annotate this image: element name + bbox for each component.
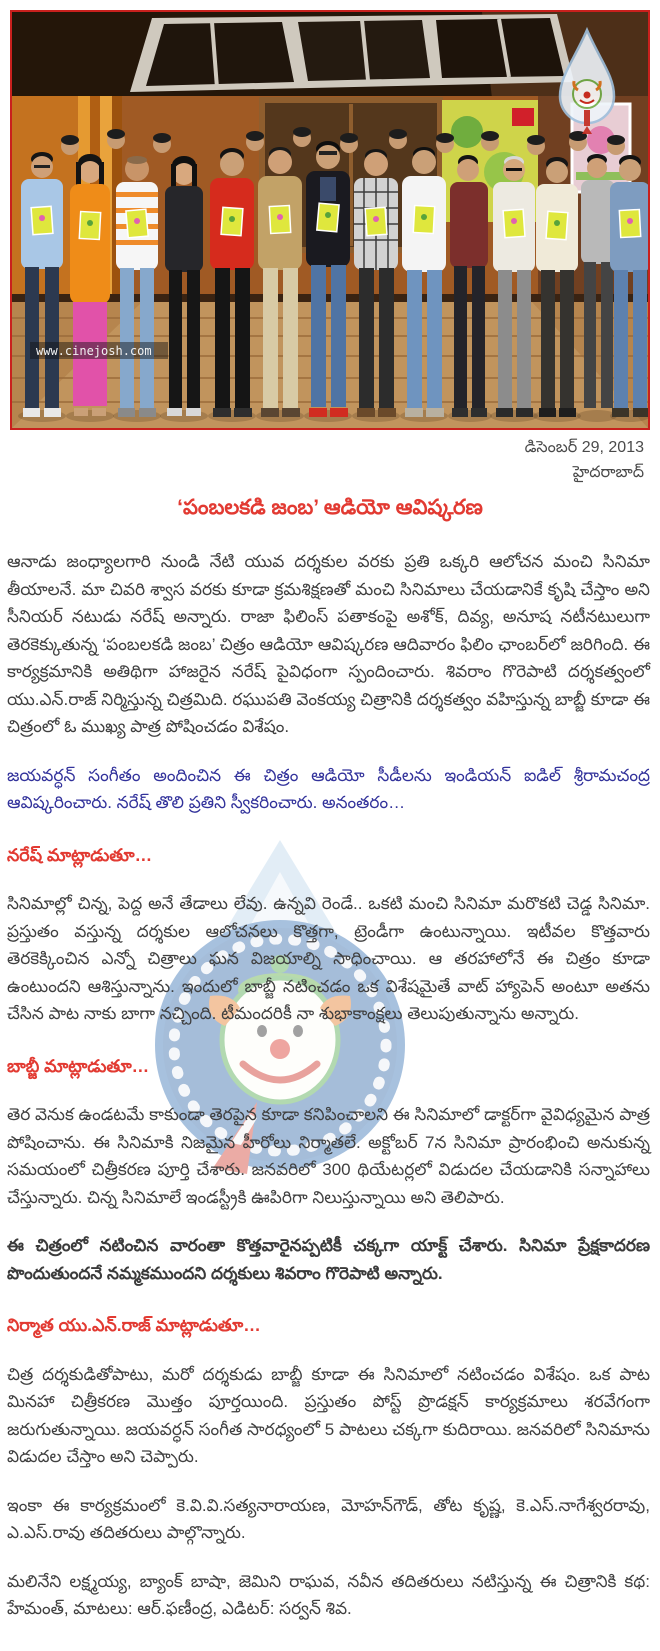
photo-watermark bbox=[30, 342, 168, 359]
photo-watermark-text: www.cinejosh.com bbox=[36, 344, 152, 358]
subheading-babji: బాబ్జీ మాట్లాడుతూ… bbox=[7, 1055, 150, 1076]
event-photo-illustration bbox=[12, 12, 648, 428]
paragraph-audio-release: జయవర్ధన్ సంగీతం అందించిన ఈ చిత్రం ఆడియో సీడీలను ఇండియన్ ఐడిల్ శ్రీరామచంద్ర ఆవిష్కరించారు. నరేష్ తొలి ప్రతిని స్వీకరించారు. అనంతరం… bbox=[7, 765, 650, 812]
paragraph-attendees: ఇంకా ఈ కార్యక్రమంలో కె.వి.వి.సత్యనారాయణ, మోహన్‌గౌడ్, తోట కృష్ణ, కె.ఎస్.నాగేశ్వరరావు, ఎ.ఎస్.రావు తదితరులు పాల్గొన్నారు. bbox=[7, 1495, 650, 1542]
paragraph-credits: మలినేని లక్ష్మయ్య, బ్యాంక్ బాషా, జెమిని రాఘవ, నవీన తదితరులు నటిస్తున్న ఈ చిత్రానికి కథ: హేమంత్, మాటలు: ఆర్.ఫణీంద్ర, ఎడిటర్: సర్వన్ శివ. bbox=[7, 1571, 650, 1618]
date-text: డిసెంబర్ 29, 2013 bbox=[524, 439, 644, 456]
subheading-producer: నిర్మాత యు.ఎన్.రాజ్ మాట్లాడుతూ… bbox=[7, 1315, 261, 1335]
paragraph-intro: ఆనాడు జంధ్యాలగారి నుండి నేటి యువ దర్శకుల వరకు ప్రతి ఒక్కరి ఆలోచన మంచి సినిమా తీయాలనే. మా చివరి శ్వాస వరకు కూడా క్రమశిక్షణతో మంచి సినిమాలు చేయడానికే కృషి చేస్తాం అని సీనియర్ నటుడు నరేష్ అన్నారు. రాజా ఫిలింస్ పతాకంపై అశోక్, దివ్య, అనూష నటీనటులుగా తెరకెక్కుతున్న ‘పంబలకడి జంబ’ చిత్రం ఆడియో ఆవిష్కరణ ఆదివారం ఫిలిం ఛాంబర్‌లో జరిగింది. ఈ కార్యక్రమానికి అతిథిగా హాజరైన నరేష్ పైవిధంగా స్పందించారు. శివరాం గొరెపాటి దర్శకత్వంలో యు.ఎన్.రాజ్ నిర్మిస్తున్న చిత్రమిది. రఘుపతి వెంకయ్య చిత్రానికి దర్శకత్వం వహిస్తున్న బాబ్జీ కూడా ఈ చిత్రంలో ఓ ముఖ్య పాత్ర పోషించడం విశేషం. bbox=[7, 552, 650, 736]
event-photo bbox=[10, 10, 650, 430]
subheading-naresh: నరేష్ మాట్లాడుతూ… bbox=[7, 844, 153, 865]
paragraph-naresh-speech: సినిమాల్లో చిన్న, పెద్ద అనే తేడాలు లేవు. ఉన్నవి రెండే.. ఒకటి మంచి సినిమా మరొకటి చెడ్డ సినిమా. ప్రస్తుతం వస్తున్న దర్శకుల ఆలోచనలు కొత్తగా, ట్రెండీగా ఉంటున్నాయి. ఇటీవల కొత్తవారు తెరకెక్కించిన ఎన్నో చిత్రాలు ఘన విజయాల్ని సాధించాయి. ఆ తరహాలోనే ఈ చిత్రం కూడా ఉంటుందని ఆశిస్తున్నాను. ఇందులో బాబ్జీ నటించడం ఒక విశేషమైతే వాట్ హ్యాపెన్ అంటూ అతను చేసిన పాట నాకు బాగా నచ్చింది. టీమందరికీ నా శుభాకాంక్షలు తెలుపుతున్నాను అన్నారు. bbox=[7, 894, 650, 1023]
city-text: హైదరాబాద్ bbox=[572, 464, 644, 481]
paragraph-director-quote: ఈ చిత్రంలో నటించిన వారంతా కొత్తవారైనప్పటికీ చక్కగా యాక్ట్ చేశారు. సినిమా ప్రేక్షకాదరణ పొందుతుందనే నమ్మకముందని దర్శకులు శివరాం గొరెపాటి అన్నారు. bbox=[7, 1236, 650, 1283]
dateline bbox=[0, 435, 660, 485]
article-body bbox=[0, 548, 660, 1651]
paragraph-babji-speech: తెర వెనుక ఉండటమే కాకుండా తెరపైన కూడా కనిపించాలని ఈ సినిమాలో డాక్టర్‌గా వైవిధ్యమైన పాత్ర పోషించాను. ఈ సినిమాకి నిజమైన హీరోలు నిర్మాతలే. అక్టోబర్ 7న సినిమా ప్రారంభించి అనుకున్న సమయంలో చిత్రీకరణ పూర్తి చేశారు. జనవరిలో 300 థియేటర్లలో విడుదల చేయడానికి సన్నాహాలు చేస్తున్నారు. చిన్న సినిమాలే ఇండస్ట్రీకి ఊపిరిగా నిలుస్తున్నాయి అని తెలిపారు. bbox=[7, 1105, 650, 1207]
article-title: ‘పంబలకడి జంబ’ ఆడియో ఆవిష్కరణ bbox=[177, 496, 483, 519]
paragraph-producer-speech: చిత్ర దర్శకుడితోపాటు, మరో దర్శకుడు బాబ్జీ కూడా ఈ సినిమాలో నటించడం విశేషం. ఒక పాట మినహా చిత్రీకరణ మొత్తం పూర్తయింది. ప్రస్తుతం పోస్ట్ ప్రొడక్షన్ కార్యక్రమాలు శరవేగంగా జరుగుతున్నాయి. జయవర్ధన్ సంగీత సారధ్యంలో 5 పాటలు చక్కగా కుదిరాయి. జనవరిలో సినిమాను విడుదల చేస్తాం అని చెప్పారు. bbox=[7, 1364, 650, 1466]
